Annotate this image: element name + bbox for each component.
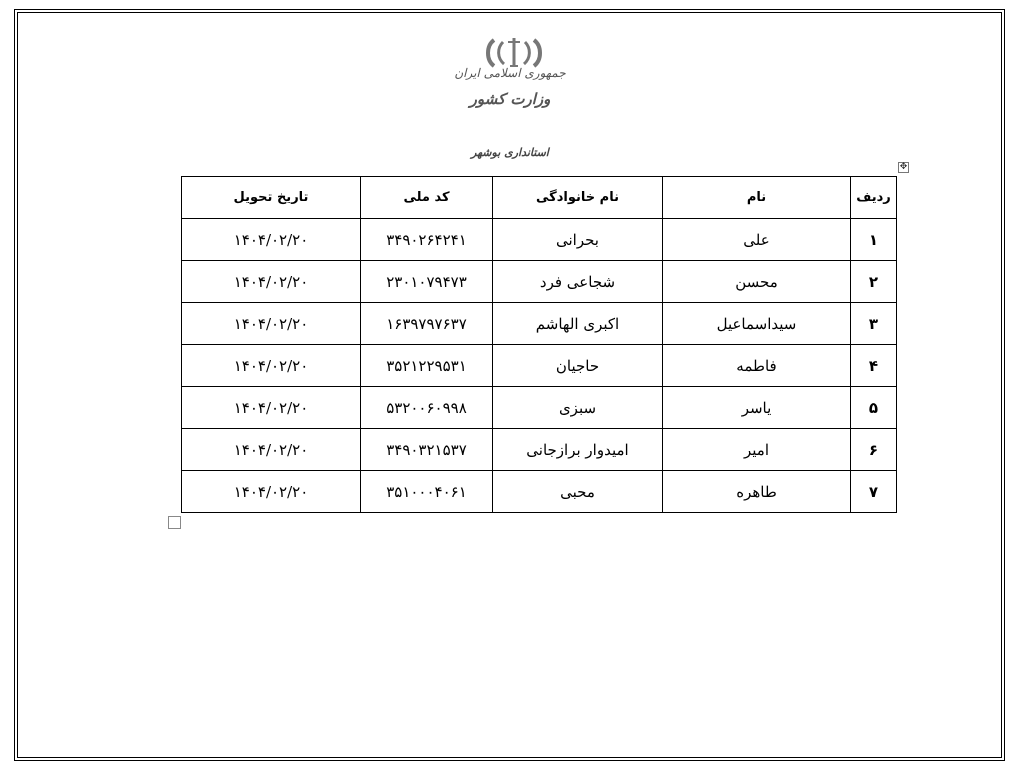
- cell-family: محبی: [493, 471, 663, 513]
- cell-name: امیر: [663, 429, 851, 471]
- governorate-title: استانداری بوشهر: [471, 146, 549, 159]
- cell-date: ۱۴۰۴/۰۲/۲۰: [182, 471, 361, 513]
- cell-code: ۳۵۱۰۰۰۴۰۶۱: [361, 471, 493, 513]
- header-name: نام: [663, 177, 851, 219]
- cell-family: سبزی: [493, 387, 663, 429]
- cell-radif: ۳: [851, 303, 897, 345]
- cell-name: محسن: [663, 261, 851, 303]
- cell-family: امیدوار برازجانی: [493, 429, 663, 471]
- header-radif: ردیف: [851, 177, 897, 219]
- header-family: نام خانوادگی: [493, 177, 663, 219]
- table-row: [182, 387, 897, 429]
- cell-radif: ۲: [851, 261, 897, 303]
- cell-name: فاطمه: [663, 345, 851, 387]
- cell-date: ۱۴۰۴/۰۲/۲۰: [182, 219, 361, 261]
- cell-radif: ۶: [851, 429, 897, 471]
- table-row: [182, 471, 897, 513]
- table-row: [182, 219, 897, 261]
- cell-date: ۱۴۰۴/۰۲/۲۰: [182, 261, 361, 303]
- cell-family: شجاعی فرد: [493, 261, 663, 303]
- recipients-table: [181, 176, 897, 513]
- cell-name: سیداسماعیل: [663, 303, 851, 345]
- cell-name: طاهره: [663, 471, 851, 513]
- cell-date: ۱۴۰۴/۰۲/۲۰: [182, 303, 361, 345]
- cell-date: ۱۴۰۴/۰۲/۲۰: [182, 387, 361, 429]
- header-code: کد ملی: [361, 177, 493, 219]
- cell-code: ۳۵۲۱۲۲۹۵۳۱: [361, 345, 493, 387]
- cell-family: اکبری الهاشم: [493, 303, 663, 345]
- cell-radif: ۵: [851, 387, 897, 429]
- cell-code: ۳۴۹۰۳۲۱۵۳۷: [361, 429, 493, 471]
- cell-code: ۳۴۹۰۲۶۴۲۴۱: [361, 219, 493, 261]
- cell-date: ۱۴۰۴/۰۲/۲۰: [182, 345, 361, 387]
- cell-family: حاجیان: [493, 345, 663, 387]
- republic-title: جمهوری اسلامی ایران: [454, 66, 566, 80]
- cell-name: یاسر: [663, 387, 851, 429]
- cell-radif: ۱: [851, 219, 897, 261]
- cell-family: بحرانی: [493, 219, 663, 261]
- header-date: تاریخ تحویل: [182, 177, 361, 219]
- cell-radif: ۴: [851, 345, 897, 387]
- table-move-handle-icon[interactable]: ✥: [899, 162, 908, 172]
- ministry-title: وزارت کشور: [469, 90, 551, 108]
- table-row: [182, 303, 897, 345]
- table-row: [182, 429, 897, 471]
- table-header-row: [182, 177, 897, 219]
- table-resize-handle-icon[interactable]: [168, 516, 181, 529]
- cell-code: ۵۳۲۰۰۶۰۹۹۸: [361, 387, 493, 429]
- table-row: [182, 345, 897, 387]
- cell-name: علی: [663, 219, 851, 261]
- cell-date: ۱۴۰۴/۰۲/۲۰: [182, 429, 361, 471]
- cell-radif: ۷: [851, 471, 897, 513]
- iran-emblem-icon: [484, 36, 544, 70]
- cell-code: ۲۳۰۱۰۷۹۴۷۳: [361, 261, 493, 303]
- table-row: [182, 261, 897, 303]
- cell-code: ۱۶۳۹۷۹۷۶۳۷: [361, 303, 493, 345]
